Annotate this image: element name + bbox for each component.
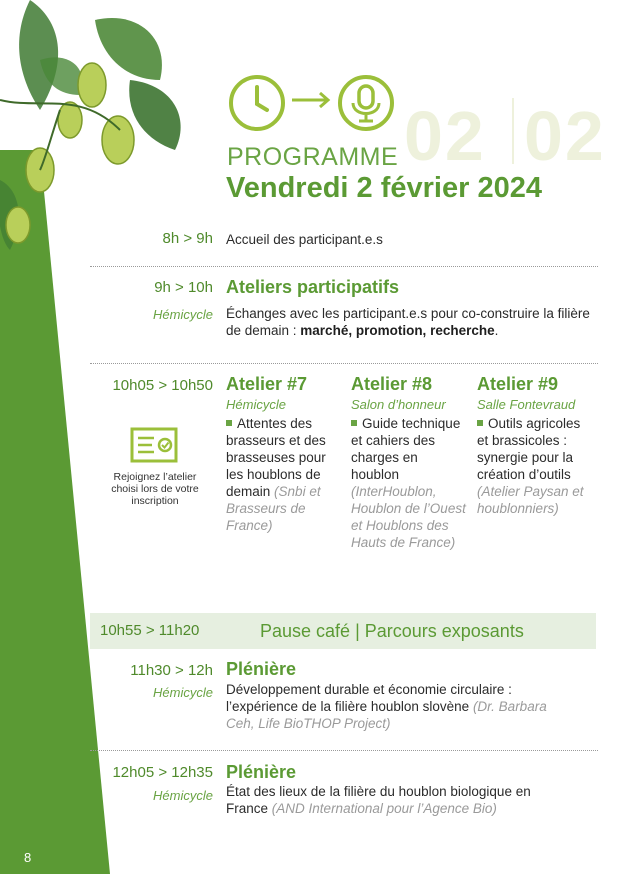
workshop-note: (Atelier Paysan et houblonniers) (477, 484, 584, 516)
slot-location: Hémicycle (153, 307, 213, 322)
workshop-location: Hémicycle (226, 397, 286, 412)
workshop-9 (477, 374, 595, 517)
slot-description (226, 305, 596, 339)
workshop-location: Salle Fontevraud (477, 397, 576, 412)
decorative-hops (0, 0, 210, 874)
divider (90, 363, 598, 364)
speaker-note: (Dr. Barbara Ceh, Life BioTHOP Project) (226, 699, 547, 731)
workshop-desc-text: Guide technique et cahiers des charges en houblon (351, 416, 461, 482)
arrow-right-icon (290, 90, 334, 110)
slot-title: Plénière (226, 659, 297, 679)
description-text: État des lieux de la filière du houblon biologique en France (226, 784, 531, 816)
description-end: . (494, 323, 499, 338)
slot-time: 10h05 > 10h50 (112, 377, 213, 394)
page-title: Vendredi 2 février 2024 (226, 172, 542, 204)
description-text: Échanges avec les participant.e.s pour co-construire la filière de demain : (226, 306, 590, 338)
registration-card-icon (130, 427, 178, 463)
description-keywords: marché, promotion, recherche (300, 323, 495, 338)
slot-time: 11h30 > 12h (130, 662, 213, 679)
clock-icon (227, 73, 287, 133)
workshop-8 (351, 374, 469, 551)
slot-time: 8h > 9h (162, 230, 213, 247)
bullet-icon (226, 420, 232, 426)
slot-description (226, 681, 576, 732)
big-date-divider (512, 98, 514, 164)
slot-time: 9h > 10h (154, 279, 213, 296)
workshop-location: Salon d’honneur (351, 397, 446, 412)
pause-text: Pause café | Parcours exposants (260, 621, 524, 641)
workshop-title: Atelier #8 (351, 374, 433, 394)
workshop-description (477, 415, 595, 517)
slot-title: Ateliers participatifs (226, 277, 400, 297)
slot-title: Plénière (226, 762, 297, 782)
slot-location: Hémicycle (153, 788, 213, 803)
big-date-right: 02 (524, 97, 606, 175)
slot-description (226, 783, 566, 817)
workshop-7 (226, 374, 336, 534)
bullet-icon (351, 420, 357, 426)
speaker-note: (AND International pour l’Agence Bio) (271, 801, 497, 816)
slot-location: Hémicycle (153, 685, 213, 700)
divider (90, 750, 598, 751)
workshop-description (351, 415, 469, 551)
workshop-desc-text: Outils agricoles et brassicoles : synergie pour la création d’outils (477, 416, 581, 482)
workshop-note: (Snbi et Brasseurs de France) (226, 484, 321, 533)
workshop-note: (InterHoublon, Houblon de l’Ouest et Houblons des Hauts de France) (351, 484, 466, 550)
microphone-icon (335, 73, 397, 133)
slot-text: Accueil des participant.e.s (226, 232, 383, 247)
description-text: Développement durable et économie circulaire : l’expérience de la filière houblon slovène (226, 682, 512, 714)
workshop-description (226, 415, 336, 534)
workshop-desc-text: Attentes des brasseurs et des brasseuses pour les houblons de demain (226, 416, 326, 499)
workshop-title: Atelier #9 (477, 374, 559, 394)
slot-time: 12h05 > 12h35 (112, 764, 213, 781)
workshop-title: Atelier #7 (226, 374, 308, 394)
pause-time: 10h55 > 11h20 (100, 622, 200, 639)
bullet-icon (477, 420, 483, 426)
registration-note: Rejoignez l’atelier choisi lors de votre inscription (111, 471, 199, 507)
green-band (0, 150, 110, 874)
big-date-left: 02 (404, 97, 486, 175)
page-number: 8 (24, 850, 32, 865)
page-label: PROGRAMME (227, 143, 399, 171)
divider (90, 266, 598, 267)
